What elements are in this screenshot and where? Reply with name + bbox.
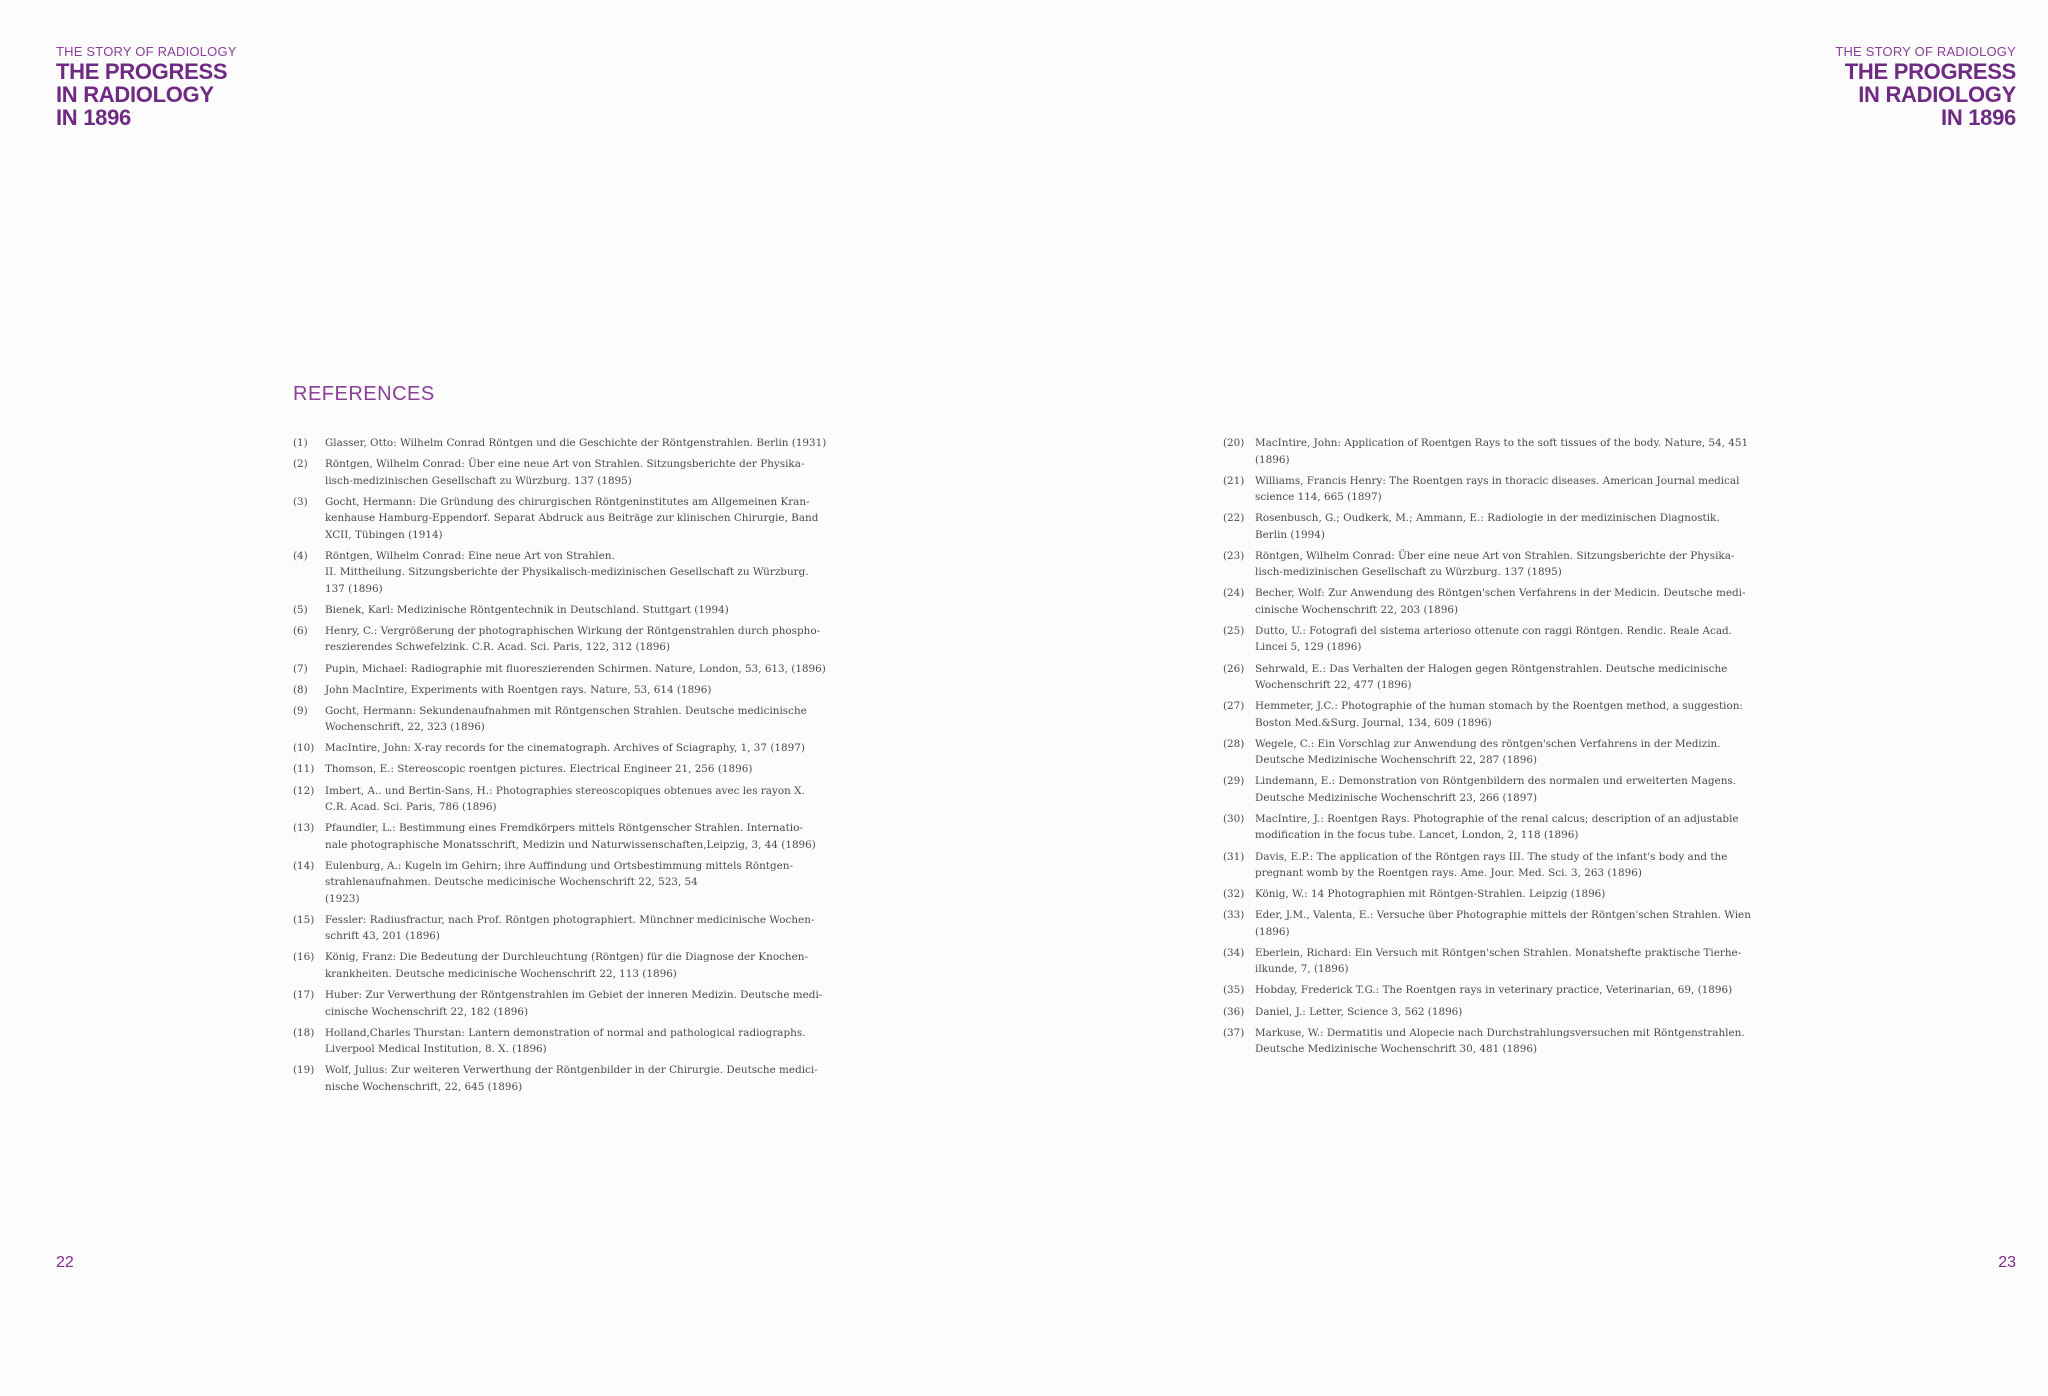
reference-item: [1223, 1025, 1763, 1058]
reference-text: Hobday, Frederick T.G.: The Roentgen rays in veterinary practice, Veterinarian, 69, (1896): [1255, 984, 1733, 997]
reference-text: König, Franz: Die Bedeutung der Durchleuchtung (Röntgen) für die Diagnose der Knochen- krankheiten. Deutsche medicinische Wochenschrift 22, 113 (1896): [325, 951, 808, 980]
reference-number: (8): [293, 683, 308, 696]
reference-number: (25): [1223, 624, 1245, 637]
reference-item: [293, 1025, 833, 1058]
reference-item: [1223, 698, 1763, 731]
reference-text: Daniel, J.: Letter, Science 3, 562 (1896): [1255, 1005, 1463, 1018]
reference-text: Rosenbusch, G.; Oudkerk, M.; Ammann, E.: Radiologie in der medizinischen Diagnostik. Berlin (1994): [1255, 512, 1720, 541]
reference-number: (20): [1223, 437, 1245, 449]
reference-item: [1223, 548, 1763, 581]
header-title-line: IN 1896: [56, 105, 131, 130]
reference-number: (26): [1223, 662, 1245, 675]
reference-number: (32): [1223, 888, 1245, 901]
references-list-left: [293, 435, 833, 1100]
reference-text: MacIntire, J.: Roentgen Rays. Photographie of the renal calcus; description of an adjustable modification in the focus tube. Lancet, London, 2, 118 (1896): [1255, 812, 1739, 842]
reference-number: (31): [1223, 850, 1245, 863]
reference-number: (10): [293, 742, 315, 755]
reference-item: [1223, 945, 1763, 978]
reference-item: [1223, 982, 1763, 999]
reference-text: Wegele, C.: Ein Vorschlag zur Anwendung des röntgen'schen Verfahrens in der Medizin. Deutsche Medizinische Wochenschrift 22, 287 (1896): [1255, 737, 1721, 767]
reference-number: (12): [293, 784, 315, 797]
reference-number: (9): [293, 704, 308, 717]
reference-text: Davis, E.P.: The application of the Röntgen rays III. The study of the infant's body and the pregnant womb by the Roentgen rays. Ame. Jour. Med. Sci. 3, 263 (1896): [1255, 850, 1728, 880]
reference-text: Thomson, E.: Stereoscopic roentgen pictures. Electrical Engineer 21, 256 (1896): [325, 763, 753, 776]
reference-number: (11): [293, 763, 315, 776]
header-kicker: THE STORY OF RADIOLOGY: [56, 44, 237, 59]
reference-text: Huber: Zur Verwerthung der Röntgenstrahlen im Gebiet der inneren Medizin. Deutsche medi- cinische Wochenschrift 22, 182 (1896): [325, 989, 823, 1018]
reference-item: [1223, 907, 1763, 940]
reference-item: [293, 661, 833, 678]
reference-text: Holland,Charles Thurstan: Lantern demonstration of normal and pathological radiographs. Liverpool Medical Institution, 8. X. (1896): [325, 1026, 806, 1056]
reference-text: Hemmeter, J.C.: Photographie of the human stomach by the Roentgen method, a suggestion: Boston Med.&Surg. Journal, 134, 609 (1896): [1255, 700, 1743, 729]
reference-number: (6): [293, 624, 308, 637]
reference-item: [293, 494, 833, 544]
reference-text: MacIntire, John: X-ray records for the cinematograph. Archives of Sciagraphy, 1, 37 (1897): [325, 742, 805, 755]
reference-number: (24): [1223, 587, 1245, 600]
reference-number: (2): [293, 458, 308, 471]
reference-text: Bienek, Karl: Medizinische Röntgentechnik in Deutschland. Stuttgart (1994): [325, 603, 729, 616]
reference-item: [293, 783, 833, 816]
header-title-line: IN 1896: [1941, 105, 2016, 130]
running-header: [56, 44, 237, 129]
reference-item: [1223, 473, 1763, 506]
reference-number: (3): [293, 495, 308, 508]
reference-item: [293, 912, 833, 945]
reference-text: Eder, J.M., Valenta, E.: Versuche über Photographie mittels der Röntgen'schen Strahlen. Wien (1896): [1255, 909, 1751, 938]
reference-number: (16): [293, 951, 315, 964]
reference-item: [1223, 623, 1763, 656]
reference-item: [1223, 773, 1763, 806]
reference-number: (18): [293, 1026, 315, 1039]
reference-number: (17): [293, 989, 315, 1001]
reference-number: (21): [1223, 474, 1245, 487]
reference-item: [293, 761, 833, 778]
reference-number: (30): [1223, 812, 1245, 825]
reference-text: König, W.: 14 Photographien mit Röntgen-Strahlen. Leipzig (1896): [1255, 888, 1606, 901]
reference-item: [293, 435, 833, 452]
reference-item: [293, 623, 833, 656]
reference-text: Imbert, A.. und Bertin-Sans, H.: Photographies stereoscopiques obtenues avec les rayon X. C.R. Acad. Sci. Paris, 786 (1896): [325, 784, 805, 814]
reference-text: Röntgen, Wilhelm Conrad: Über eine neue Art von Strahlen. Sitzungsberichte der Physika- lisch-medizinischen Gesellschaft zu Würzburg. 137 (1895): [1255, 549, 1735, 579]
reference-item: [1223, 811, 1763, 844]
header-title-line: IN RADIOLOGY: [1858, 82, 2016, 107]
reference-item: [293, 987, 833, 1020]
reference-text: John MacIntire, Experiments with Roentgen rays. Nature, 53, 614 (1896): [325, 683, 712, 696]
reference-number: (13): [293, 822, 315, 835]
reference-text: Glasser, Otto: Wilhelm Conrad Röntgen und die Geschichte der Röntgenstrahlen. Berlin (1931): [325, 437, 827, 449]
reference-item: [293, 703, 833, 736]
reference-text: Williams, Francis Henry: The Roentgen rays in thoracic diseases. American Journal medical science 114, 665 (1897): [1255, 474, 1740, 504]
reference-number: (1): [293, 437, 308, 449]
page-number: 22: [56, 1254, 74, 1271]
references-list-right: [1223, 435, 1763, 1062]
header-title-line: THE PROGRESS: [1844, 59, 2016, 84]
reference-number: (28): [1223, 737, 1245, 750]
reference-item: [293, 740, 833, 757]
reference-text: Röntgen, Wilhelm Conrad: Eine neue Art von Strahlen. II. Mittheilung. Sitzungsberichte der Physikalisch-medizinischen Gesellschaft zu Würzburg. 137 (1896): [325, 549, 809, 595]
reference-text: Gocht, Hermann: Sekundenaufnahmen mit Röntgenschen Strahlen. Deutsche medicinische Wochenschrift, 22, 323 (1896): [325, 704, 807, 734]
reference-item: [1223, 435, 1763, 468]
reference-number: (19): [293, 1064, 315, 1077]
reference-number: (14): [293, 859, 315, 872]
reference-item: [293, 820, 833, 853]
section-title: REFERENCES: [293, 383, 435, 405]
reference-text: Eulenburg, A.: Kugeln im Gehirn; ihre Auffindung und Ortsbestimmung mittels Röntgen- strahlenaufnahmen. Deutsche medicinische Wochenschrift 22, 523, 54 (1923): [325, 859, 793, 905]
reference-number: (22): [1223, 512, 1245, 525]
reference-number: (27): [1223, 700, 1245, 713]
page-number: 23: [1998, 1254, 2016, 1271]
reference-text: Pupin, Michael: Radiographie mit fluoreszierenden Schirmen. Nature, London, 53, 613, (1896): [325, 662, 826, 675]
reference-number: (36): [1223, 1005, 1245, 1018]
reference-item: [1223, 510, 1763, 543]
reference-number: (35): [1223, 984, 1245, 997]
reference-number: (23): [1223, 549, 1245, 562]
reference-item: [293, 1062, 833, 1095]
reference-item: [1223, 1004, 1763, 1021]
reference-text: Gocht, Hermann: Die Gründung des chirurgischen Röntgeninstitutes am Allgemeinen Kran- kenhause Hamburg-Eppendorf. Separat Abdruck aus Beiträge zur klinischen Chirurgie, Band XCII, Tübingen (1914): [325, 495, 819, 541]
reference-number: (7): [293, 662, 308, 675]
reference-text: Markuse, W.: Dermatitis und Alopecie nach Durchstrahlungsversuchen mit Röntgenstrahlen. Deutsche Medizinische Wochenschrift 30, 481 (1896): [1255, 1026, 1745, 1056]
header-title: [56, 60, 237, 129]
reference-text: Fessler: Radiusfractur, nach Prof. Röntgen photographiert. Münchner medicinische Wochen- schrift 43, 201 (1896): [325, 913, 815, 943]
reference-text: Henry, C.: Vergrößerung der photographischen Wirkung der Röntgenstrahlen durch phospho- reszierendes Schwefelzink. C.R. Acad. Sci. Paris, 122, 312 (1896): [325, 624, 821, 654]
header-title: [1835, 60, 2016, 129]
reference-text: Becher, Wolf: Zur Anwendung des Röntgen'schen Verfahrens in der Medicin. Deutsche medi- cinische Wochenschrift 22, 203 (1896): [1255, 587, 1746, 616]
reference-number: (5): [293, 603, 308, 616]
reference-item: [1223, 585, 1763, 618]
header-title-line: IN RADIOLOGY: [56, 82, 214, 107]
reference-text: Sehrwald, E.: Das Verhalten der Halogen gegen Röntgenstrahlen. Deutsche medicinische Wochenschrift 22, 477 (1896): [1255, 662, 1728, 692]
reference-number: (15): [293, 913, 315, 926]
reference-item: [293, 949, 833, 982]
reference-text: Lindemann, E.: Demonstration von Röntgenbildern des normalen und erweiterten Magens. Deutsche Medizinische Wochenschrift 23, 266 (1897): [1255, 775, 1737, 804]
reference-item: [1223, 849, 1763, 882]
running-header: [1835, 44, 2016, 129]
reference-text: Pfaundler, L.: Bestimmung eines Fremdkörpers mittels Röntgenscher Strahlen. Internatio- nale photographische Monatsschrift, Medizin und Naturwissenschaften,Leipzig, 3, 44 (1896): [325, 822, 816, 851]
reference-item: [293, 602, 833, 619]
reference-item: [293, 548, 833, 598]
reference-text: Dutto, U.: Fotografi del sistema arterioso ottenute con raggi Röntgen. Rendic. Reale Acad. Lincei 5, 129 (1896): [1255, 624, 1732, 654]
reference-number: (29): [1223, 775, 1245, 788]
reference-number: (4): [293, 549, 308, 562]
header-title-line: THE PROGRESS: [56, 59, 228, 84]
reference-item: [1223, 886, 1763, 903]
reference-text: MacIntire, John: Application of Roentgen Rays to the soft tissues of the body. Nature, 54, 451 (1896): [1255, 437, 1749, 466]
reference-text: Wolf, Julius: Zur weiteren Verwerthung der Röntgenbilder in der Chirurgie. Deutsche medici- nische Wochenschrift, 22, 645 (1896): [325, 1064, 818, 1093]
reference-number: (37): [1223, 1026, 1245, 1039]
reference-item: [1223, 736, 1763, 769]
reference-item: [293, 682, 833, 699]
reference-item: [293, 456, 833, 489]
reference-text: Röntgen, Wilhelm Conrad: Über eine neue Art von Strahlen. Sitzungsberichte der Physika- lisch-medizinischen Gesellschaft zu Würzburg. 137 (1895): [325, 458, 805, 487]
reference-number: (33): [1223, 909, 1245, 922]
header-kicker: THE STORY OF RADIOLOGY: [1835, 44, 2016, 59]
reference-text: Eberlein, Richard: Ein Versuch mit Röntgen'schen Strahlen. Monatshefte praktische Tierhe- ilkunde, 7, (1896): [1255, 946, 1742, 976]
reference-item: [1223, 661, 1763, 694]
reference-number: (34): [1223, 946, 1245, 959]
reference-item: [293, 858, 833, 908]
